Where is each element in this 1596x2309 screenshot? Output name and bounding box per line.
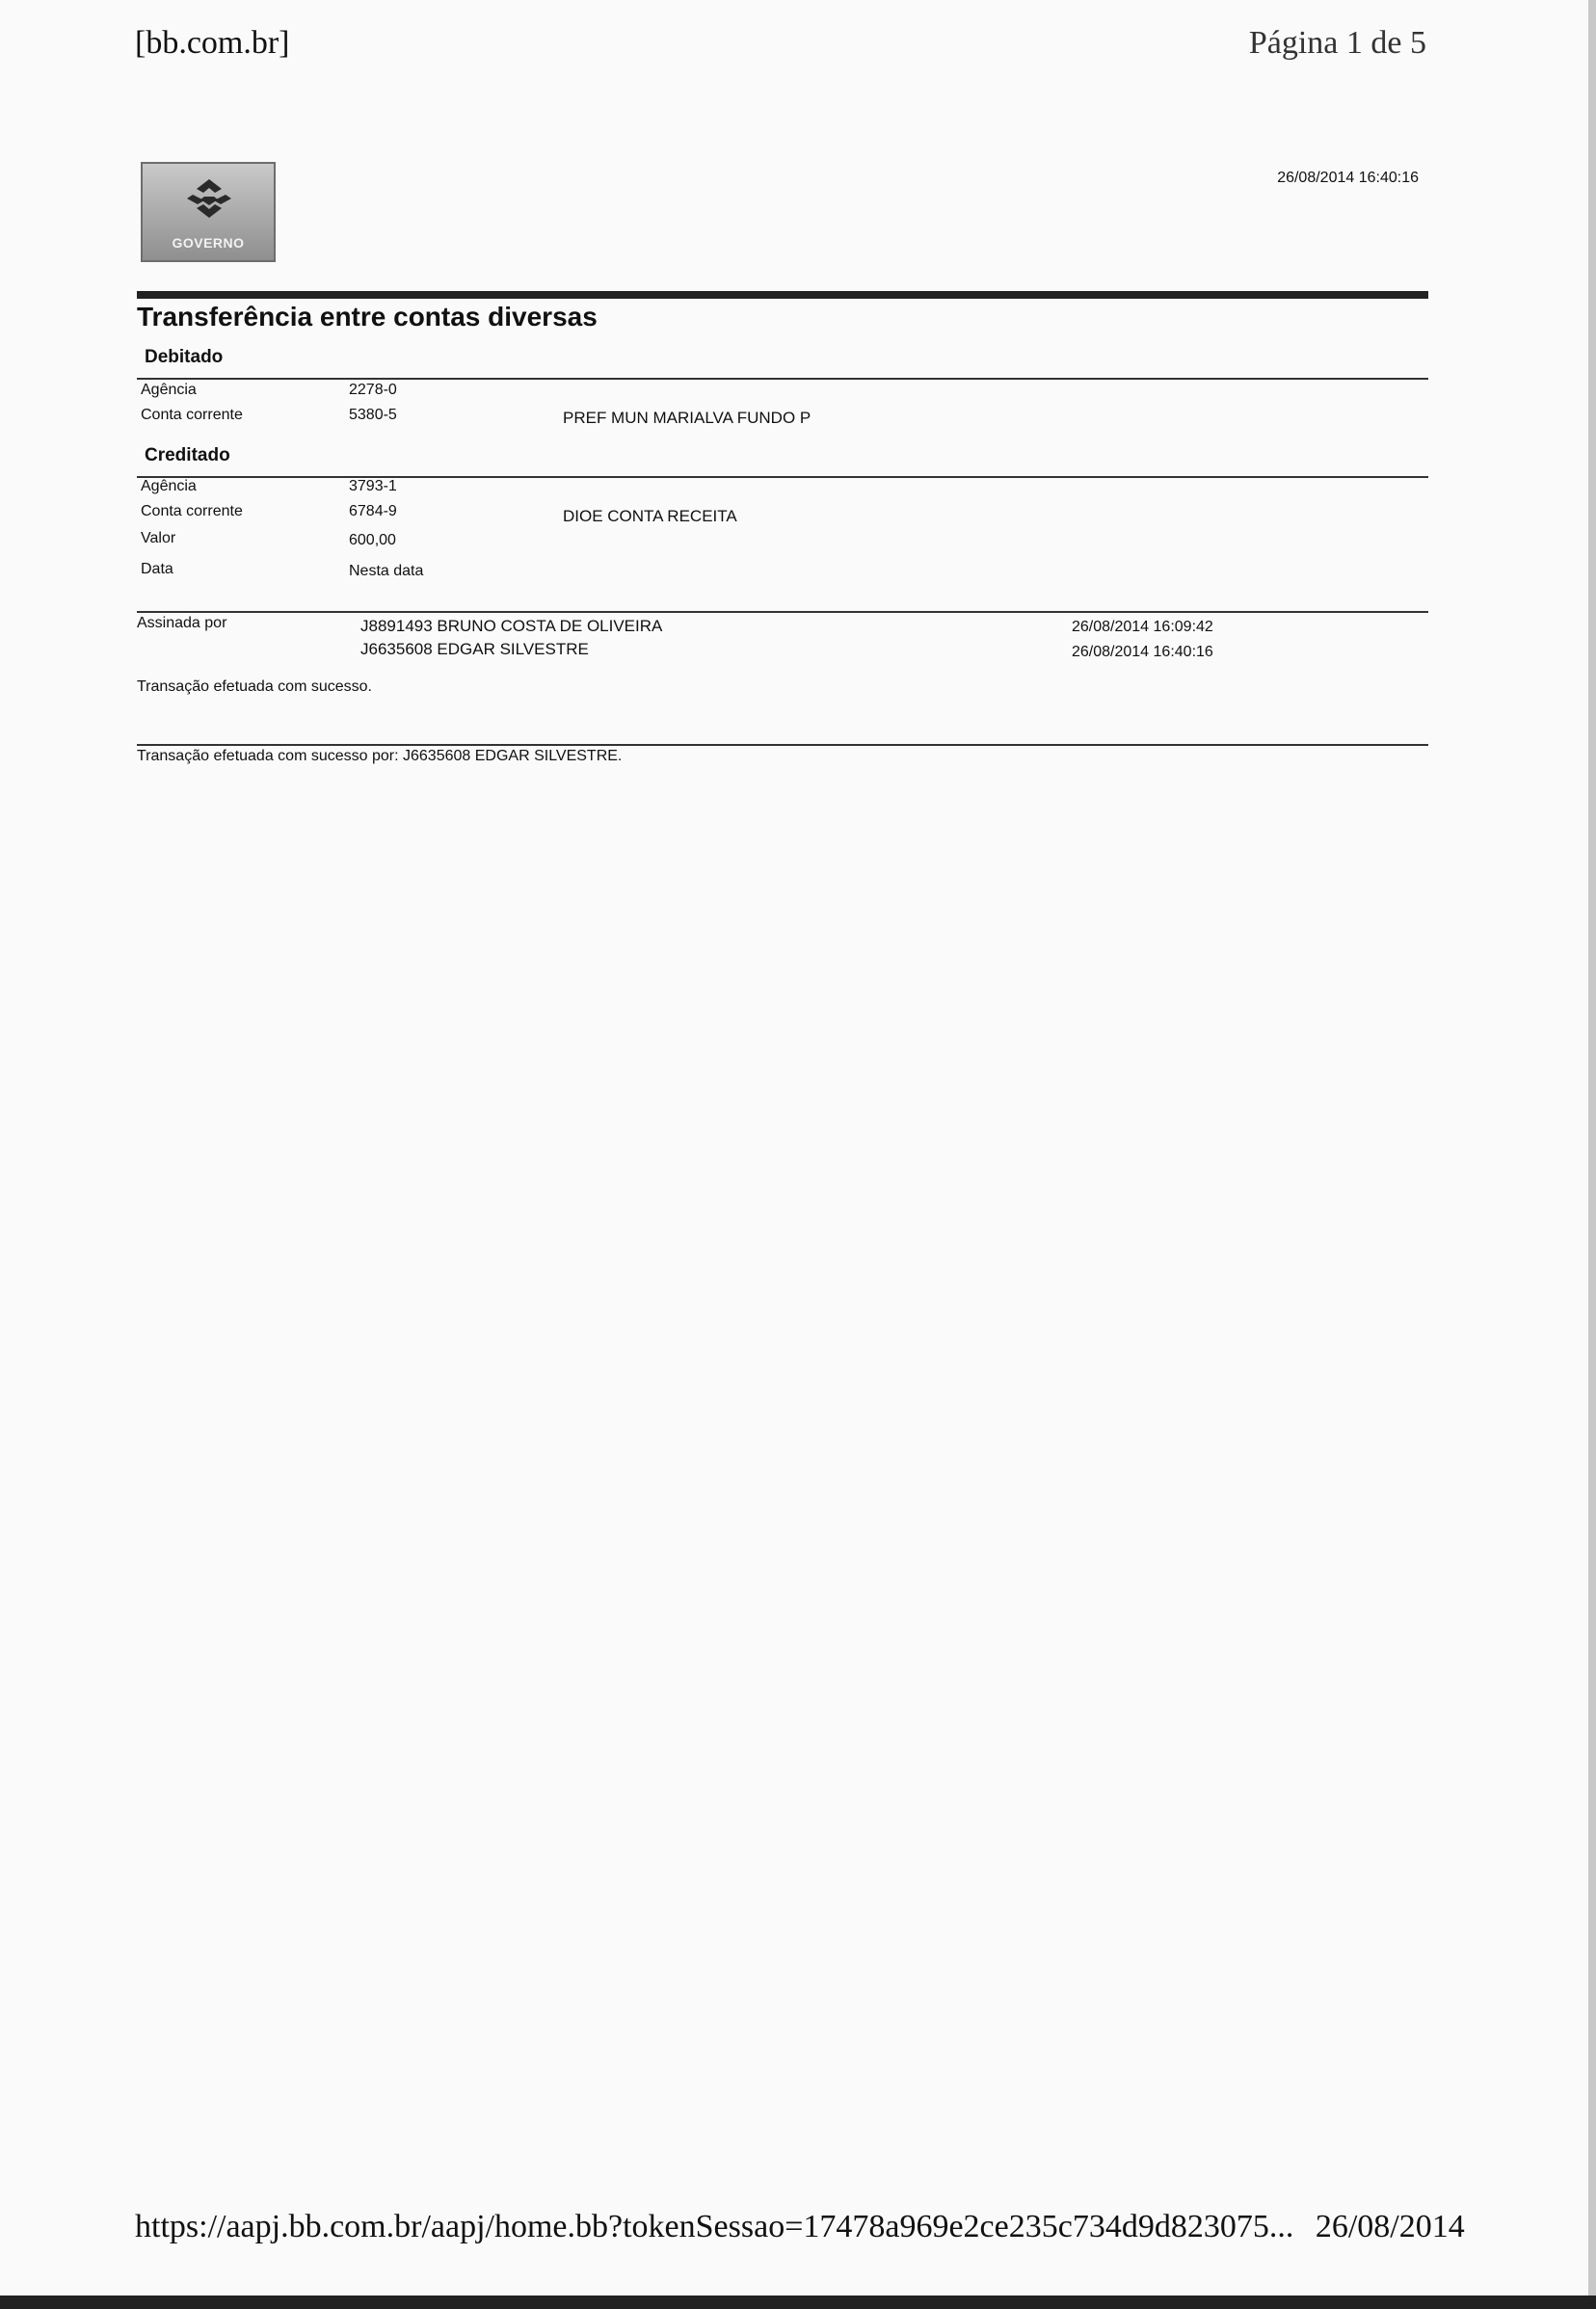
debitado-agencia-value: 2278-0 (349, 382, 397, 398)
scan-edge (1588, 0, 1596, 2309)
footer-url-text: https://aapj.bb.com.br/aapj/home.bb?tokenSessao=17478a969e2ce235c734d9d823075... (135, 2209, 1294, 2244)
title-rule (137, 291, 1428, 299)
page-title: Transferência entre contas diversas (137, 302, 598, 332)
signer-datetime: 26/08/2014 16:40:16 (1072, 644, 1213, 660)
final-message: Transação efetuada com sucesso por: J6635608 EDGAR SILVESTRE. (137, 748, 623, 764)
creditado-conta-label: Conta corrente (141, 503, 243, 519)
data-value: Nesta data (349, 563, 424, 579)
logo-label: GOVERNO (172, 235, 245, 251)
assinada-por-label: Assinada por (137, 615, 227, 631)
valor-value: 600,00 (349, 532, 396, 548)
assinatura-rule (137, 611, 1428, 613)
report-datetime: 26/08/2014 16:40:16 (1277, 170, 1419, 186)
final-rule (137, 744, 1428, 746)
signer-datetime: 26/08/2014 16:09:42 (1072, 619, 1213, 635)
footer-url (135, 2209, 1465, 2245)
status-message: Transação efetuada com sucesso. (137, 678, 372, 695)
signer-name: J6635608 EDGAR SILVESTRE (360, 640, 589, 658)
bank-logo (141, 162, 276, 262)
creditado-heading: Creditado (145, 445, 230, 465)
debitado-heading: Debitado (145, 347, 224, 367)
creditado-agencia-value: 3793-1 (349, 478, 397, 494)
footer-date: 26/08/2014 (1315, 2209, 1465, 2244)
banco-do-brasil-logo-icon (185, 175, 233, 224)
debitado-conta-label: Conta corrente (141, 407, 243, 423)
valor-label: Valor (141, 530, 176, 546)
creditado-conta-value: 6784-9 (349, 503, 397, 519)
creditado-titular: DIOE CONTA RECEITA (563, 507, 737, 525)
data-label: Data (141, 561, 173, 577)
debitado-agencia-label: Agência (141, 382, 197, 398)
creditado-agencia-label: Agência (141, 478, 197, 494)
signer-name: J8891493 BRUNO COSTA DE OLIVEIRA (360, 617, 663, 635)
print-header-page: Página 1 de 5 (1248, 25, 1426, 61)
debitado-rule (137, 378, 1428, 380)
debitado-conta-value: 5380-5 (349, 407, 397, 423)
debitado-titular: PREF MUN MARIALVA FUNDO P (563, 409, 811, 427)
creditado-rule (137, 476, 1428, 478)
scan-bottom-edge (0, 2296, 1596, 2309)
print-header-site: [bb.com.br] (135, 25, 290, 61)
